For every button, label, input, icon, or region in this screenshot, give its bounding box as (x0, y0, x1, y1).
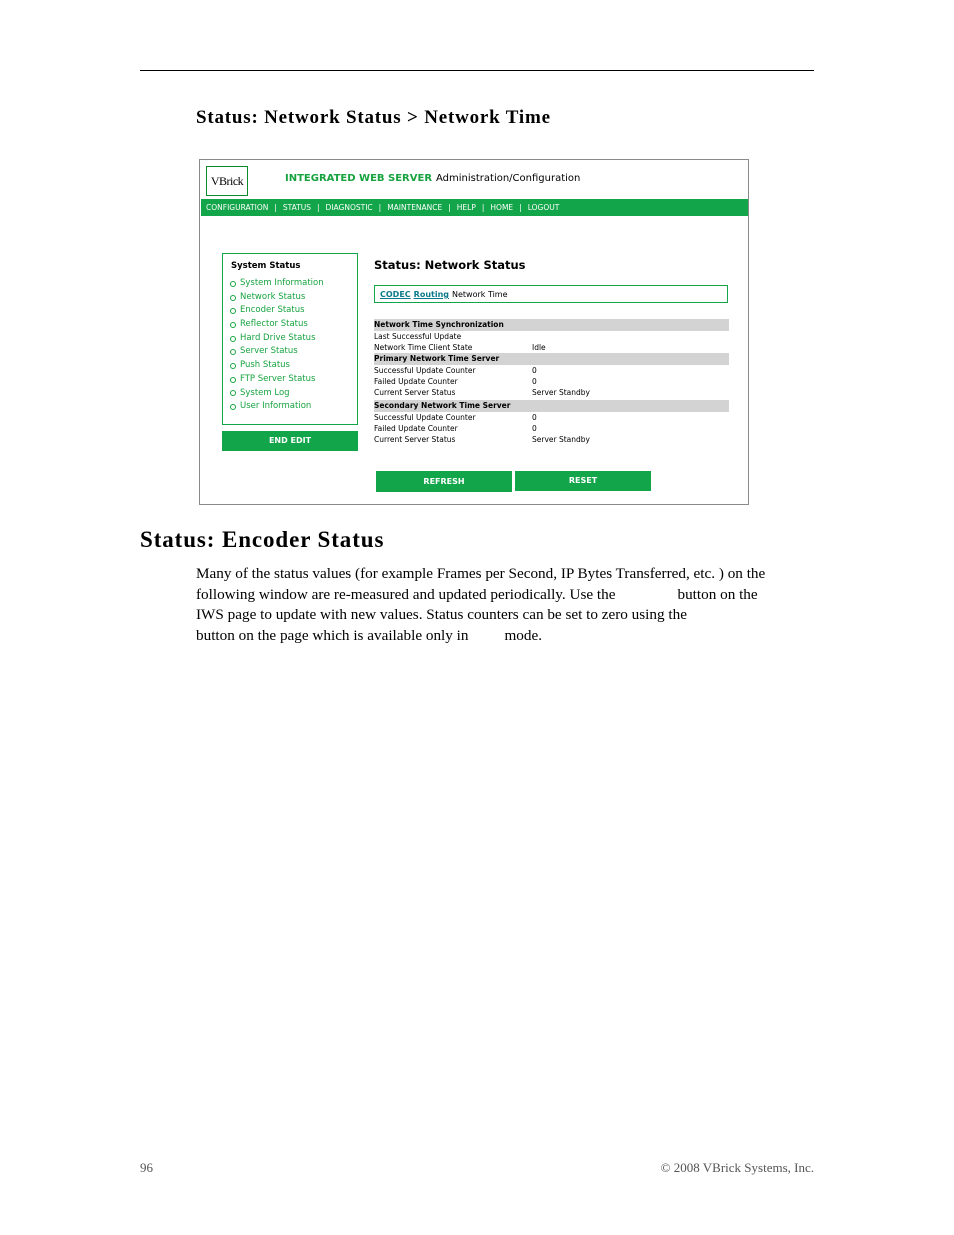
row-label: Successful Update Counter (374, 413, 476, 422)
system-status-sidebar (222, 253, 358, 425)
table-row (374, 434, 729, 445)
nav-logout[interactable]: LOGOUT (527, 203, 560, 212)
paragraph-line: button on the (677, 585, 758, 603)
paragraph-line: IWS page to update with new values. Status counters can be set to zero using the (196, 606, 687, 623)
sidebar-item-hard-drive-status[interactable] (230, 332, 324, 346)
row-value: Server Standby (532, 388, 590, 397)
reset-button[interactable]: RESET (515, 471, 651, 491)
sidebar-item-encoder-status[interactable] (230, 304, 324, 318)
bullet-icon (230, 377, 236, 383)
table-row (374, 423, 729, 434)
bullet-icon (230, 390, 236, 396)
sidebar-item-server-status[interactable] (230, 345, 324, 359)
table-row (374, 365, 729, 376)
sidebar-item-label: Push Status (240, 360, 290, 371)
nav-status[interactable]: STATUS (282, 203, 312, 212)
sidebar-item-network-status[interactable] (230, 291, 324, 305)
bullet-icon (230, 308, 236, 314)
row-value: 0 (532, 413, 537, 422)
section-header: Primary Network Time Server (374, 353, 729, 365)
sidebar-item-label: System Information (240, 278, 324, 288)
bullet-icon (230, 322, 236, 328)
nav-configuration[interactable]: CONFIGURATION (206, 203, 269, 212)
sidebar-item-label: Network Status (240, 291, 306, 302)
sidebar-item-label: FTP Server Status (240, 373, 316, 384)
bullet-icon (230, 336, 236, 342)
sidebar-item-label: User Information (240, 401, 312, 412)
paragraph-line: Many of the status values (for example Frames per Second, IP Bytes Transferred, etc. ) on the (196, 565, 766, 582)
table-row (374, 331, 729, 342)
sidebar-item-reflector-status[interactable] (230, 318, 324, 332)
row-value: 0 (532, 377, 537, 386)
nav-home[interactable]: HOME (490, 203, 514, 212)
refresh-button[interactable]: REFRESH (376, 471, 512, 492)
section-header: Network Time Synchronization (374, 319, 729, 331)
sidebar-item-label: Server Status (240, 346, 298, 357)
paragraph-line: button on the page which is available only in (196, 626, 469, 644)
tab-routing[interactable]: Routing (413, 290, 449, 299)
row-label: Failed Update Counter (374, 377, 458, 386)
row-label: Network Time Client State (374, 343, 473, 352)
row-value: Idle (532, 343, 546, 352)
product-title: INTEGRATED WEB SERVER (285, 173, 433, 184)
nav-separator: | (519, 203, 522, 212)
nav-help[interactable]: HELP (456, 203, 476, 212)
sidebar-title: System Status (231, 261, 301, 271)
tab-network-time: Network Time (452, 290, 508, 299)
nav-diagnostic[interactable]: DIAGNOSTIC (325, 203, 373, 212)
network-time-table (374, 319, 729, 445)
bullet-icon (230, 349, 236, 355)
sidebar-item-system-information[interactable] (230, 277, 324, 291)
sidebar-item-label: System Log (240, 387, 290, 398)
sidebar-item-user-information[interactable] (230, 400, 324, 414)
row-label: Successful Update Counter (374, 366, 476, 375)
sidebar-item-label: Hard Drive Status (240, 332, 316, 343)
bullet-icon (230, 295, 236, 301)
nav-maintenance[interactable]: MAINTENANCE (387, 203, 443, 212)
table-row (374, 342, 729, 353)
header-rule (140, 70, 814, 71)
encoder-status-heading: Status: Encoder Status (140, 527, 385, 552)
nav-separator: | (317, 203, 320, 212)
table-row (374, 412, 729, 423)
section-header: Secondary Network Time Server (374, 400, 729, 412)
end-edit-button[interactable]: END EDIT (222, 431, 358, 451)
nav-separator: | (378, 203, 382, 212)
bullet-icon (230, 363, 236, 369)
row-value: Server Standby (532, 435, 590, 444)
sidebar-item-push-status[interactable] (230, 359, 324, 373)
sidebar-item-label: Encoder Status (240, 305, 305, 316)
row-value: 0 (532, 424, 537, 433)
row-label: Current Server Status (374, 435, 456, 444)
body-paragraph (196, 564, 818, 646)
top-nav-bar (201, 199, 748, 216)
row-value: 0 (532, 366, 537, 375)
page-number: 96 (140, 1160, 153, 1175)
sidebar-item-ftp-server-status[interactable] (230, 373, 324, 387)
status-tabs (374, 285, 728, 303)
nav-separator: | (274, 203, 277, 212)
sidebar-item-label: Reflector Status (240, 319, 308, 330)
sidebar-item-system-log[interactable] (230, 387, 324, 401)
paragraph-line: mode. (504, 626, 543, 644)
table-row (374, 376, 729, 387)
row-label: Current Server Status (374, 388, 456, 397)
row-label: Failed Update Counter (374, 424, 458, 433)
copyright: © 2008 VBrick Systems, Inc. (660, 1160, 814, 1175)
panel-title: Status: Network Status (374, 258, 526, 272)
nav-separator: | (481, 203, 485, 212)
nav-separator: | (448, 203, 451, 212)
paragraph-line: following window are re-measured and updated periodically. Use the (196, 585, 616, 603)
bullet-icon (230, 404, 236, 410)
bullet-icon (230, 281, 236, 287)
vbrick-logo: VBrick (206, 166, 248, 196)
table-row (374, 387, 729, 398)
section-subheading: Status: Network Status > Network Time (196, 107, 551, 128)
iws-screenshot (199, 159, 749, 505)
admin-subtitle: Administration/Configuration (436, 173, 581, 184)
tab-codec[interactable]: CODEC (380, 290, 411, 299)
row-label: Last Successful Update (374, 332, 462, 341)
